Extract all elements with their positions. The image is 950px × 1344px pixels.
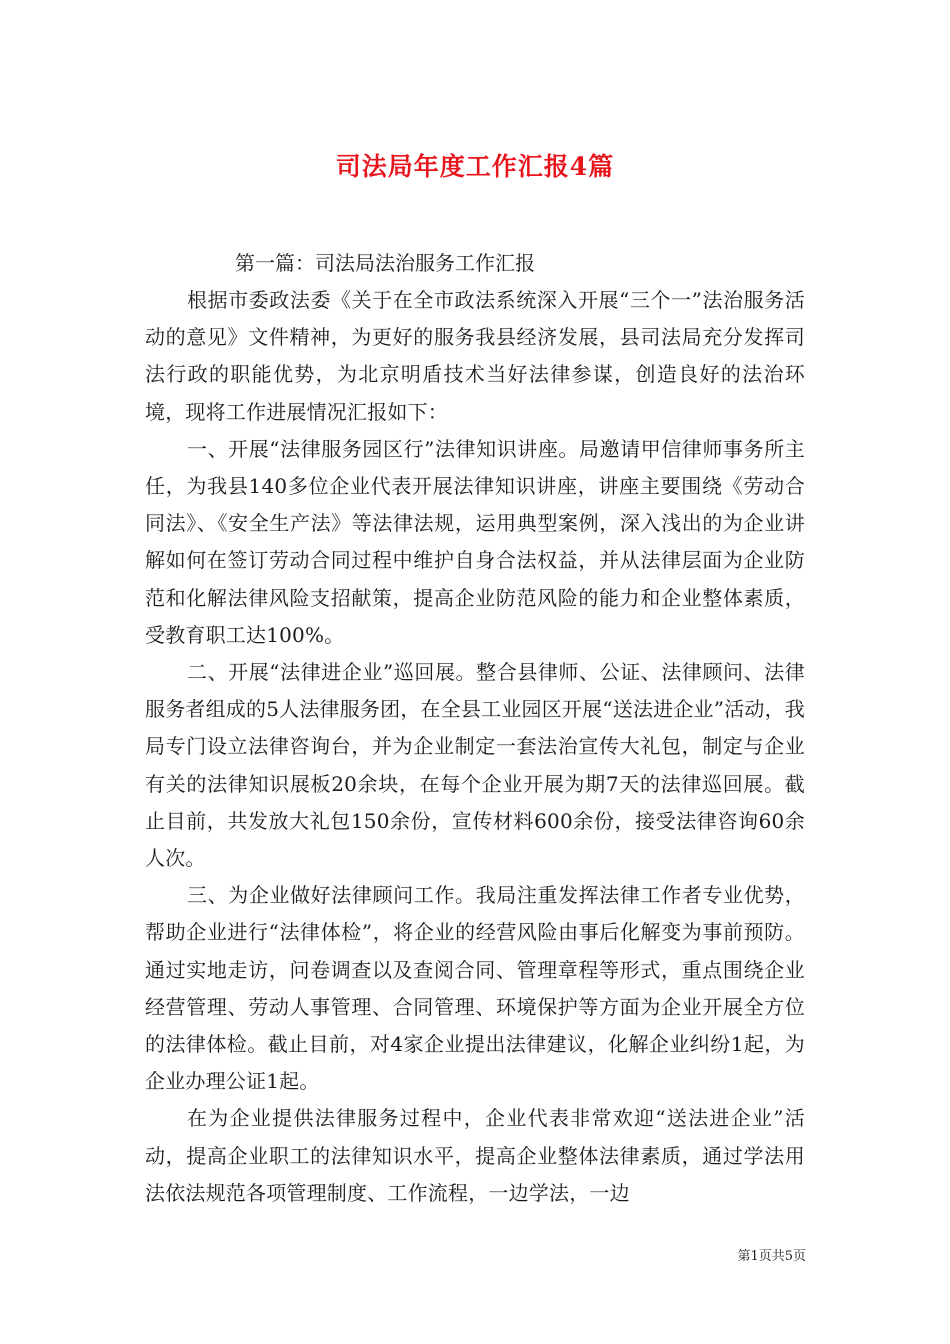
page-number-footer: 第1页共5页 [737,1249,806,1264]
page-title: 司法局年度工作汇报4篇 [335,151,615,181]
paragraph-summary: 在为企业提供法律服务过程中，企业代表非常欢迎“送法进企业”活动，提高企业职工的法律知识水平，提高企业整体法律素质，通过学法用法依法规范各项管理制度、工作流程，一边学法，一边 [145,1106,805,1205]
paragraph-item-2: 二、开展“法律进企业”巡回展。整合县律师、公证、法律顾问、法律服务者组成的5人法律服务团，在全县工业园区开展“送法进企业”活动，我局专门设立法律咨询台，并为企业制定一套法治宣传大礼包，制定与企业有关的法律知识展板20余块，在每个企业开展为期7天的法律巡回展。截止目前，共发放大礼包150余份，宣传材料600余份，接受法律咨询60余人次。 [145,660,805,871]
paragraph-item-1: 一、开展“法律服务园区行”法律知识讲座。局邀请甲信律师事务所主任，为我县140多位企业代表开展法律知识讲座，讲座主要围绕《劳动合同法》、《安全生产法》等法律法规，运用典型案例，深入浅出的为企业讲解如何在签订劳动合同过程中维护自身合法权益，并从法律层面为企业防范和化解法律风险支招献策，提高企业防范风险的能力和企业整体素质，受教育职工达100%。 [145,436,805,647]
document-body [145,245,805,1212]
paragraph-intro: 根据市委政法委《关于在全市政法系统深入开展“三个一”法治服务活动的意见》文件精神，为更好的服务我县经济发展，县司法局充分发挥司法行政的职能优势，为北京明盾技术当好法律参谋，创造良好的法治环境，现将工作进展情况汇报如下： [145,288,805,424]
paragraph-item-3: 三、为企业做好法律顾问工作。我局注重发挥法律工作者专业优势，帮助企业进行“法律体检”，将企业的经营风险由事后化解变为事前预防。通过实地走访，问卷调查以及查阅合同、管理章程等形式，重点围绕企业经营管理、劳动人事管理、合同管理、环境保护等方面为企业开展全方位的法律体检。截止目前，对4家企业提出法律建议，化解企业纠纷1起，为企业办理公证1起。 [145,883,805,1094]
section-heading: 第一篇：司法局法治服务工作汇报 [235,251,535,275]
